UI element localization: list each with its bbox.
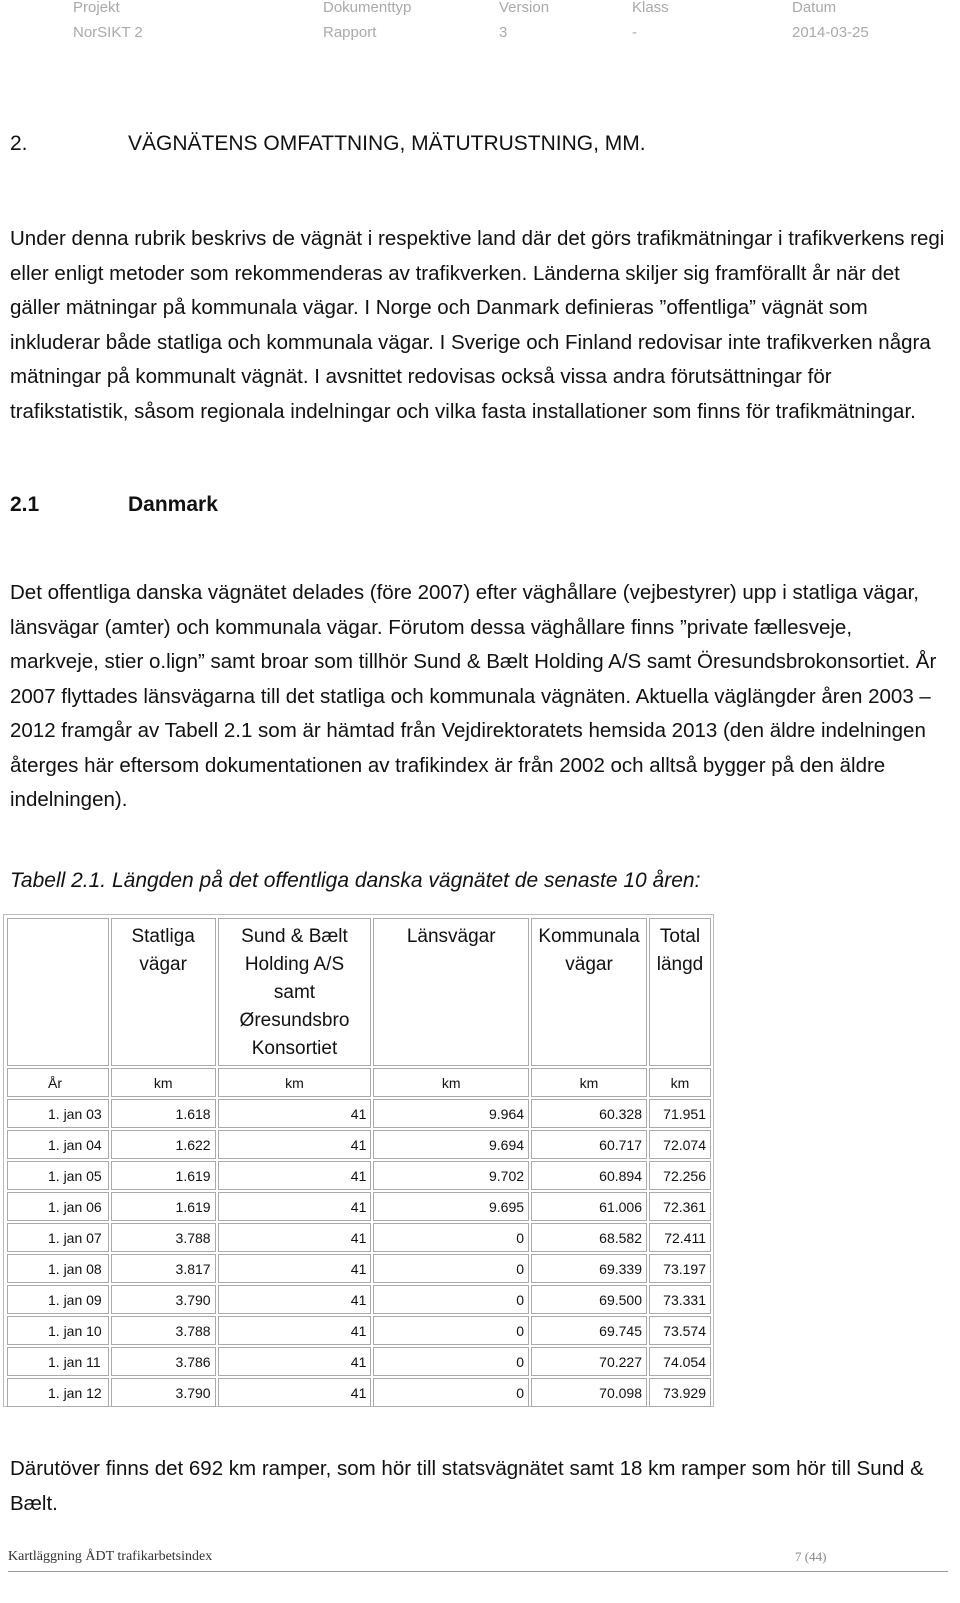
table-cell: 1. jan 12: [7, 1378, 109, 1407]
table-row: [7, 1130, 711, 1159]
table-header-cell: Total längd: [649, 918, 711, 1066]
table-cell: 1. jan 08: [7, 1254, 109, 1283]
table-cell: 60.894: [531, 1161, 647, 1190]
table-cell: 3.786: [111, 1347, 216, 1376]
table-cell: 41: [218, 1347, 372, 1376]
section-title: VÄGNÄTENS OMFATTNING, MÄTUTRUSTNING, MM.: [128, 132, 646, 155]
table-row: [7, 1378, 711, 1407]
table-cell: 1. jan 11: [7, 1347, 109, 1376]
table-cell: 68.582: [531, 1223, 647, 1252]
table-header-row: [7, 918, 711, 1066]
table-cell: 74.054: [649, 1347, 711, 1376]
table-cell: 1.622: [111, 1130, 216, 1159]
table-cell: 1. jan 03: [7, 1099, 109, 1128]
table-cell: 41: [218, 1378, 372, 1407]
table-cell: 41: [218, 1130, 372, 1159]
header-class: [632, 0, 669, 41]
table-cell: 73.331: [649, 1285, 711, 1314]
table-unit-cell: km: [649, 1068, 711, 1097]
table-cell: 9.964: [373, 1099, 529, 1128]
table-row: [7, 1161, 711, 1190]
table-cell: 41: [218, 1254, 372, 1283]
header-doctype-label: Dokumenttyp: [323, 0, 412, 16]
header-version-label: Version: [499, 0, 550, 16]
table-cell: 60.328: [531, 1099, 647, 1128]
table-unit-cell: km: [373, 1068, 529, 1097]
table-row: [7, 1285, 711, 1314]
table-cell: 69.500: [531, 1285, 647, 1314]
table-unit-cell: km: [531, 1068, 647, 1097]
table-row: [7, 1223, 711, 1252]
header-project-label: Projekt: [73, 0, 120, 16]
section-heading: [10, 132, 646, 156]
table-cell: 3.788: [111, 1223, 216, 1252]
table-cell: 9.702: [373, 1161, 529, 1190]
table-cell: 41: [218, 1192, 372, 1221]
table-cell: 3.790: [111, 1285, 216, 1314]
after-table-paragraph: Därutöver finns det 692 km ramper, som hör till statsvägnätet samt 18 km ramper som hör till Sund & Bælt.: [10, 1457, 924, 1515]
table-cell: 0: [373, 1347, 529, 1376]
table-cell: 72.411: [649, 1223, 711, 1252]
table-cell: 73.197: [649, 1254, 711, 1283]
road-length-grid: [5, 916, 713, 1409]
table-cell: 41: [218, 1223, 372, 1252]
table-unit-cell: km: [218, 1068, 372, 1097]
table-row: [7, 1347, 711, 1376]
table-cell: 0: [373, 1223, 529, 1252]
table-cell: 70.227: [531, 1347, 647, 1376]
table-cell: 61.006: [531, 1192, 647, 1221]
table-cell: 73.574: [649, 1316, 711, 1345]
table-cell: 1.619: [111, 1192, 216, 1221]
document-footer: [8, 1549, 948, 1579]
table-cell: 60.717: [531, 1130, 647, 1159]
table-cell: 0: [373, 1254, 529, 1283]
table-cell: 73.929: [649, 1378, 711, 1407]
table-cell: 41: [218, 1285, 372, 1314]
table-row: [7, 1099, 711, 1128]
header-doctype-value: Rapport: [323, 24, 377, 41]
header-class-label: Klass: [632, 0, 669, 16]
table-cell: 1. jan 05: [7, 1161, 109, 1190]
table-cell: 41: [218, 1161, 372, 1190]
table-cell: 9.695: [373, 1192, 529, 1221]
subsection-title: Danmark: [128, 493, 218, 516]
table-cell: 70.098: [531, 1378, 647, 1407]
subsection-number: 2.1: [10, 493, 40, 516]
table-caption: Tabell 2.1. Längden på det offentliga danska vägnätet de senaste 10 åren:: [10, 869, 701, 892]
table-header-cell: Länsvägar: [373, 918, 529, 1066]
table-cell: 41: [218, 1316, 372, 1345]
table-cell: 69.339: [531, 1254, 647, 1283]
header-doctype: [323, 0, 411, 41]
table-unit-cell: km: [111, 1068, 216, 1097]
table-cell: 71.951: [649, 1099, 711, 1128]
table-cell: 1. jan 07: [7, 1223, 109, 1252]
header-date: [792, 0, 869, 41]
header-class-value: -: [632, 24, 637, 41]
table-row: [7, 1254, 711, 1283]
table-cell: 1. jan 06: [7, 1192, 109, 1221]
table-cell: 1.618: [111, 1099, 216, 1128]
header-project-value: NorSIKT 2: [73, 24, 143, 41]
table-header-cell: Sund & Bælt Holding A/S samt Øresundsbro Konsortiet: [218, 918, 372, 1066]
road-length-table: [3, 914, 714, 1407]
page-number: 7 (44): [795, 1549, 827, 1564]
table-cell: 3.790: [111, 1378, 216, 1407]
table-cell: 1.619: [111, 1161, 216, 1190]
table-row: [7, 1192, 711, 1221]
section-intro-paragraph: Under denna rubrik beskrivs de vägnät i respektive land där det görs trafikmätningar i trafikverkens regi eller enligt metoder som rekommenderas av trafikverken. Länderna skiljer sig framförallt år när det gäller mätningar på kommunala vägar. I Norge och Danmark definieras ”offentliga” vägnät som inkluderar både statliga och kommunala vägar. I Sverige och Finland redovisar inte trafikverken några mätningar på kommunalt vägnät. I avsnittet redovisas också vissa andra förutsättningar för trafikstatistik, såsom regionala indelningar och vilka fasta installationer som finns för trafikmätningar.: [10, 227, 945, 423]
table-unit-cell: År: [7, 1068, 109, 1097]
table-cell: 0: [373, 1285, 529, 1314]
document-header: [0, 0, 960, 50]
table-cell: 41: [218, 1099, 372, 1128]
table-cell: 72.256: [649, 1161, 711, 1190]
subsection-heading: [10, 493, 218, 517]
table-cell: 0: [373, 1316, 529, 1345]
table-cell: 72.361: [649, 1192, 711, 1221]
subsection-body-paragraph: Det offentliga danska vägnätet delades (före 2007) efter väghållare (vejbestyrer) upp i statliga vägar, länsvägar (amter) och kommunala vägar. Förutom dessa väghållare finns ”private fællesveje, markveje, stier o.lign” samt broar som tillhör Sund & Bælt Holding A/S samt Öresundsbrokonsortiet. År 2007 flyttades länsvägarna till det statliga och kommunala vägnäten. Aktuella väglängder åren 2003 – 2012 framgår av Tabell 2.1 som är hämtad från Vejdirektoratets hemsida 2013 (den äldre indelningen återges här eftersom dokumentationen av trafikindex är från 2002 och alltså bygger på den äldre indelningen).: [10, 581, 937, 811]
table-header-cell: Statliga vägar: [111, 918, 216, 1066]
footer-rule: [8, 1571, 948, 1572]
header-project: [73, 0, 143, 41]
section-number: 2.: [10, 132, 28, 155]
table-header-cell: Kommunala vägar: [531, 918, 647, 1066]
header-date-value: 2014-03-25: [792, 24, 869, 41]
header-version: [499, 0, 549, 41]
table-cell: 0: [373, 1378, 529, 1407]
header-version-value: 3: [499, 24, 508, 41]
table-cell: 72.074: [649, 1130, 711, 1159]
table-header-cell: [7, 918, 109, 1066]
header-date-label: Datum: [792, 0, 837, 16]
footer-title: Kartläggning ÅDT trafikarbetsindex: [8, 1549, 213, 1564]
table-cell: 3.788: [111, 1316, 216, 1345]
table-cell: 1. jan 04: [7, 1130, 109, 1159]
table-cell: 1. jan 10: [7, 1316, 109, 1345]
table-cell: 3.817: [111, 1254, 216, 1283]
table-units-row: [7, 1068, 711, 1097]
table-cell: 1. jan 09: [7, 1285, 109, 1314]
table-cell: 9.694: [373, 1130, 529, 1159]
table-row: [7, 1316, 711, 1345]
table-cell: 69.745: [531, 1316, 647, 1345]
